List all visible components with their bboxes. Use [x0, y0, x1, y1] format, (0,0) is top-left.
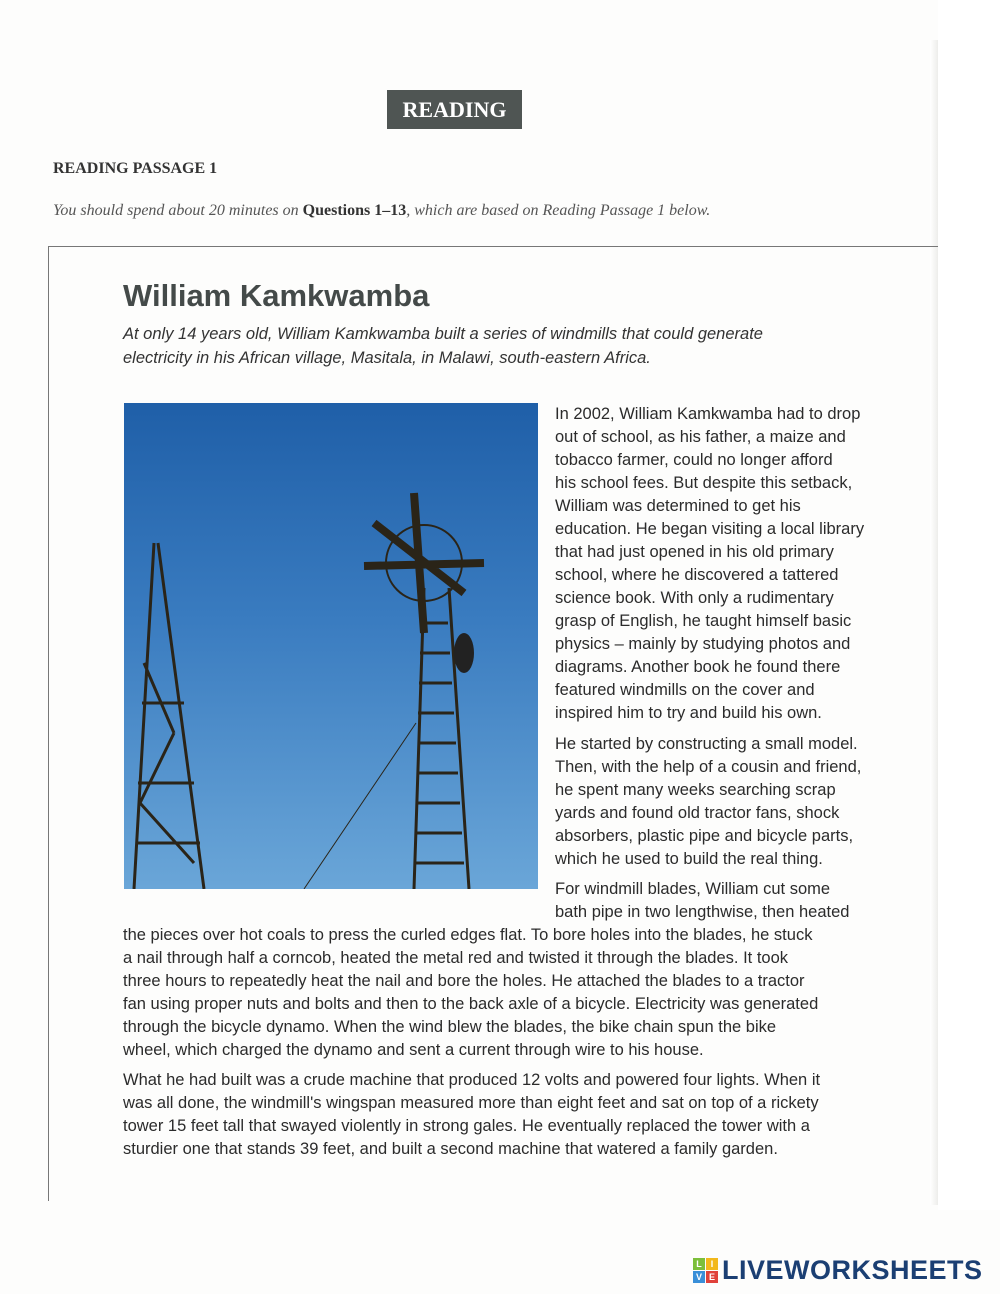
text-line: wheel, which charged the dynamo and sent a current through wire to his house. [123, 1041, 704, 1059]
text-line: featured windmills on the cover and [555, 681, 815, 699]
logo-letter: L [693, 1258, 705, 1270]
subtitle-line: electricity in his African village, Masitala, in Malawi, south-eastern Africa. [123, 349, 651, 367]
text-line: fan using proper nuts and bolts and then to the back axle of a bicycle. Electricity was generated [123, 995, 819, 1013]
scan-margin [938, 0, 1000, 1210]
text-line: which he used to build the real thing. [555, 850, 823, 868]
text-line: grasp of English, he taught himself basic [555, 612, 852, 630]
text-line: William was determined to get his [555, 497, 801, 515]
text-line: In 2002, William Kamkwamba had to drop [555, 405, 861, 423]
subtitle-line: At only 14 years old, William Kamkwamba built a series of windmills that could generate [123, 325, 763, 343]
text-line: Then, with the help of a cousin and friend, [555, 758, 862, 776]
text-line: tobacco farmer, could no longer afford [555, 451, 833, 469]
logo-squares [693, 1258, 718, 1283]
text-line: diagrams. Another book he found there [555, 658, 841, 676]
text-line: yards and found old tractor fans, shock [555, 804, 840, 822]
text-line: out of school, as his father, a maize and [555, 428, 846, 446]
text-line: What he had built was a crude machine that produced 12 volts and powered four lights. When it [123, 1071, 821, 1089]
instruction-questions: Questions 1–13 [302, 202, 407, 219]
text-line: absorbers, plastic pipe and bicycle parts, [555, 827, 854, 845]
text-line: education. He began visiting a local library [555, 520, 865, 538]
article-subtitle [123, 322, 763, 370]
text-line: his school fees. But despite this setback, [555, 474, 853, 492]
text-line: school, where he discovered a tattered [555, 566, 839, 584]
text-line: science book. With only a rudimentary [555, 589, 834, 607]
text-line: bath pipe in two lengthwise, then heated [555, 903, 850, 921]
text-line: tower 15 feet tall that swayed violently in strong gales. He eventually replaced the tower with a [123, 1117, 810, 1135]
text-line: three hours to repeatedly heat the nail and bore the holes. He attached the blades to a tractor [123, 972, 805, 990]
text-line: sturdier one that stands 39 feet, and built a second machine that watered a family garden. [123, 1140, 778, 1158]
section-banner: READING [387, 90, 522, 129]
passage-label: READING PASSAGE 1 [53, 160, 218, 177]
liveworksheets-logo [693, 1255, 983, 1286]
text-line: was all done, the windmill's wingspan measured more than eight feet and sat on top of a rickety [123, 1094, 819, 1112]
text-line: He started by constructing a small model. [555, 735, 858, 753]
logo-letter: I [706, 1258, 718, 1270]
article-title: William Kamkwamba [123, 278, 430, 313]
logo-text: LIVEWORKSHEETS [722, 1255, 983, 1285]
text-line: inspired him to try and build his own. [555, 704, 822, 722]
logo-letter: V [693, 1271, 705, 1283]
box-border-top [48, 246, 938, 247]
windmill-photo [124, 403, 538, 889]
text-line: the pieces over hot coals to press the curled edges flat. To bore holes into the blades, he stuck [123, 926, 813, 944]
instructions [53, 202, 710, 220]
logo-letter: E [706, 1271, 718, 1283]
text-line: physics – mainly by studying photos and [555, 635, 851, 653]
text-line: through the bicycle dynamo. When the wind blew the blades, the bike chain spun the bike [123, 1018, 777, 1036]
text-line: For windmill blades, William cut some [555, 880, 831, 898]
box-border-left [48, 246, 49, 1201]
instruction-text: , which are based on Reading Passage 1 below. [406, 202, 711, 219]
instruction-text: You should spend about 20 minutes on [53, 202, 303, 219]
text-line: that had just opened in his old primary [555, 543, 834, 561]
text-line: a nail through half a corncob, heated the metal red and twisted it through the blades. It took [123, 949, 789, 967]
text-line: he spent many weeks searching scrap [555, 781, 836, 799]
windmill-illustration [124, 403, 538, 889]
